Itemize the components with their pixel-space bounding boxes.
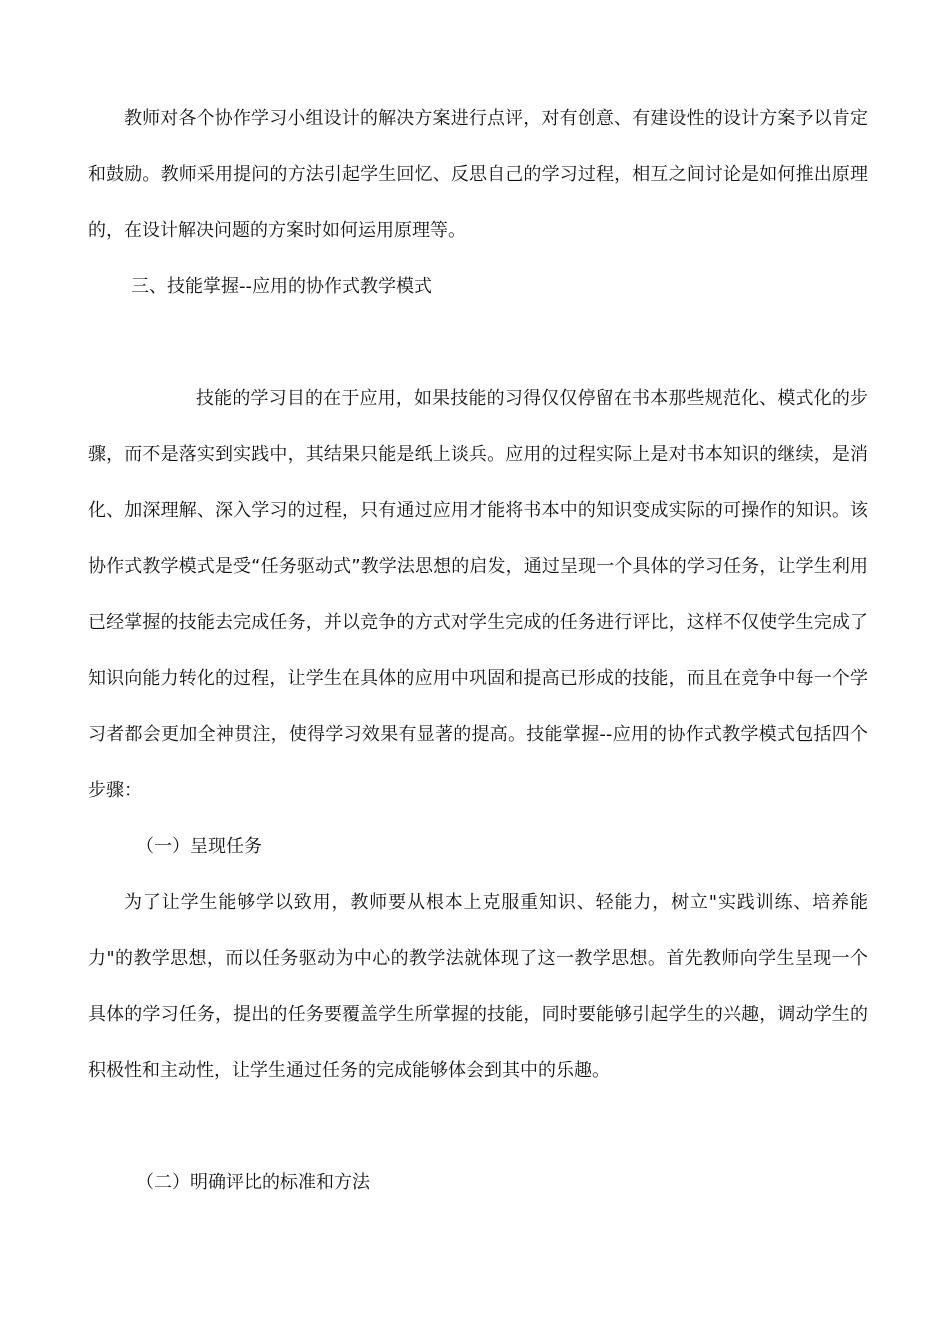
step-heading-evaluation-criteria: （二）明确评比的标准和方法	[136, 1172, 370, 1193]
step-heading-present-task: （一）呈现任务	[136, 836, 262, 857]
section-heading-skill-mastery: 三、技能掌握--应用的协作式教学模式	[131, 276, 432, 297]
paragraph-present-task: 为了让学生能够学以致用，教师要从根本上克服重知识、轻能力，树立"实践训练、培养能力"的教学思想，而以任务驱动为中心的教学法就体现了这一教学思想。首先教师向学生呈现一个具体的学习任务，提出的任务要覆盖学生所掌握的技能，同时要能够引起学生的兴趣，调动学生的积极性和主动性，让学生通过任务的完成能够体会到其中的乐趣。	[88, 892, 868, 1081]
paragraph-review: 教师对各个协作学习小组设计的解决方案进行点评，对有创意、有建设性的设计方案予以肯定和鼓励。教师采用提问的方法引起学生回忆、反思自己的学习过程，相互之间讨论是如何推出原理的，在设计解决问题的方案时如何运用原理等。	[88, 108, 868, 241]
paragraph-skill-application: 技能的学习目的在于应用，如果技能的习得仅仅停留在书本那些规范化、模式化的步骤，而不是落实到实践中，其结果只能是纸上谈兵。应用的过程实际上是对书本知识的继续，是消化、加深理解、深入学习的过程，只有通过应用才能将书本中的知识变成实际的可操作的知识。该协作式教学模式是受“任务驱动式”教学法思想的启发，通过呈现一个具体的学习任务，让学生利用已经掌握的技能去完成任务，并以竞争的方式对学生完成的任务进行评比，这样不仅使学生完成了知识向能力转化的过程，让学生在具体的应用中巩固和提高已形成的技能，而且在竞争中每一个学习者都会更加全神贯注，使得学习效果有显著的提高。技能掌握--应用的协作式教学模式包括四个步骤：	[88, 388, 868, 801]
